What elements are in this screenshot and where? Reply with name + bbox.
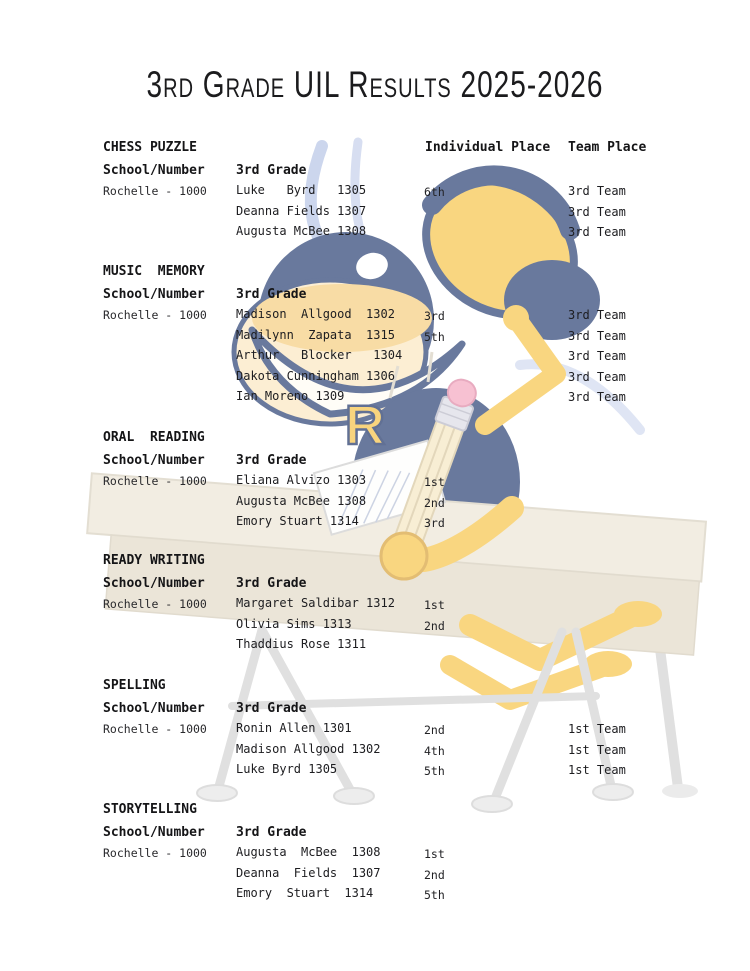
table-row: [0, 514, 750, 534]
section-title: MUSIC MEMORY: [103, 264, 205, 279]
table-row: [0, 389, 750, 409]
table-row: [0, 369, 750, 389]
table-row: [0, 617, 750, 637]
school-name: Rochelle - 1000: [103, 846, 207, 860]
table-row: [0, 224, 750, 244]
table-row: [0, 742, 750, 762]
student-name: Dakota Cunningham 1306: [236, 368, 395, 383]
table-row: [0, 494, 750, 514]
team-place: 3rd Team: [568, 349, 626, 363]
section-title: SPELLING: [103, 678, 166, 693]
individual-place: 3rd: [424, 516, 445, 530]
student-name: Augusta McBee 1308: [236, 224, 367, 238]
team-place: 3rd Team: [568, 308, 626, 322]
student-name: Augusta McBee 1308: [236, 493, 367, 508]
individual-place: 1st: [424, 475, 445, 489]
column-header-grade: 3rd Grade: [236, 701, 307, 716]
student-name: Madison Allgood 1302: [236, 307, 395, 321]
table-row: [0, 307, 750, 327]
individual-place: 5th: [424, 764, 445, 778]
table-row: [0, 721, 750, 741]
individual-place: 3rd: [424, 309, 445, 323]
student-name: Margaret Saldibar 1312: [236, 596, 395, 610]
mascot-chest-letter: R: [344, 393, 386, 456]
column-header-school-number: School/Number: [103, 163, 205, 178]
team-place: 3rd Team: [568, 225, 626, 239]
page-title: 3rd Grade UIL Results 2025-2026: [146, 64, 604, 105]
section-title: CHESS PUZZLE: [103, 140, 197, 155]
column-header-school-number: School/Number: [103, 287, 205, 302]
individual-place: 2nd: [424, 495, 445, 510]
student-name: Luke Byrd 1305: [236, 183, 367, 197]
student-name: Eliana Alvizo 1303: [236, 473, 367, 487]
table-row: [0, 596, 750, 616]
individual-place: 2nd: [424, 723, 445, 737]
school-name: Rochelle - 1000: [103, 308, 207, 322]
table-row: [0, 204, 750, 224]
school-name: Rochelle - 1000: [103, 597, 207, 611]
column-header-grade: 3rd Grade: [236, 825, 307, 840]
column-header-school-number: School/Number: [103, 701, 205, 716]
team-place: 3rd Team: [568, 390, 626, 404]
table-row: [0, 845, 750, 865]
school-name: Rochelle - 1000: [103, 184, 207, 198]
individual-place: 2nd: [424, 867, 445, 882]
individual-place: 4th: [424, 743, 445, 758]
team-place: 3rd Team: [568, 328, 626, 343]
title-row: [0, 64, 750, 105]
table-row: [0, 637, 750, 657]
column-header-grade: 3rd Grade: [236, 163, 307, 178]
section-title: STORYTELLING: [103, 802, 197, 817]
student-name: Deanna Fields 1307: [236, 865, 381, 880]
team-place: 3rd Team: [568, 184, 626, 198]
column-header-school-number: School/Number: [103, 825, 205, 840]
table-row: [0, 183, 750, 203]
table-row: [0, 473, 750, 493]
column-header-grade: 3rd Grade: [236, 453, 307, 468]
section-title: ORAL READING: [103, 430, 205, 445]
student-name: Deanna Fields 1307: [236, 203, 367, 218]
student-name: Augusta McBee 1308: [236, 845, 381, 859]
student-name: Luke Byrd 1305: [236, 762, 338, 776]
team-place: 1st Team: [568, 763, 626, 777]
student-name: Emory Stuart 1314: [236, 886, 374, 900]
team-place: 1st Team: [568, 722, 626, 736]
table-row: [0, 886, 750, 906]
table-row: [0, 762, 750, 782]
column-header-school-number: School/Number: [103, 453, 205, 468]
student-name: Ian Moreno 1309: [236, 389, 345, 403]
student-name: Thaddius Rose 1311: [236, 637, 367, 651]
individual-place: 2nd: [424, 618, 445, 633]
table-row: [0, 348, 750, 368]
table-row: [0, 328, 750, 348]
individual-place: 5th: [424, 329, 445, 344]
team-place: 1st Team: [568, 742, 626, 757]
school-name: Rochelle - 1000: [103, 722, 207, 736]
column-header-grade: 3rd Grade: [236, 576, 307, 591]
student-name: Madison Allgood 1302: [236, 741, 381, 756]
column-header-individual-place: Individual Place: [425, 140, 551, 155]
individual-place: 6th: [424, 185, 445, 199]
section-title: READY WRITING: [103, 553, 205, 568]
student-name: Olivia Sims 1313: [236, 616, 352, 631]
student-name: Madilynn Zapata 1315: [236, 327, 395, 342]
column-header-school-number: School/Number: [103, 576, 205, 591]
school-name: Rochelle - 1000: [103, 474, 207, 488]
column-header-team-place: Team Place: [568, 140, 647, 155]
student-name: Emory Stuart 1314: [236, 514, 359, 528]
student-name: Ronin Allen 1301: [236, 721, 352, 735]
individual-place: 5th: [424, 888, 445, 902]
team-place: 3rd Team: [568, 204, 626, 219]
individual-place: 1st: [424, 847, 445, 861]
individual-place: 1st: [424, 598, 445, 612]
team-place: 3rd Team: [568, 369, 626, 384]
column-header-grade: 3rd Grade: [236, 287, 307, 302]
table-row: [0, 866, 750, 886]
student-name: Arthur Blocker 1304: [236, 348, 403, 362]
